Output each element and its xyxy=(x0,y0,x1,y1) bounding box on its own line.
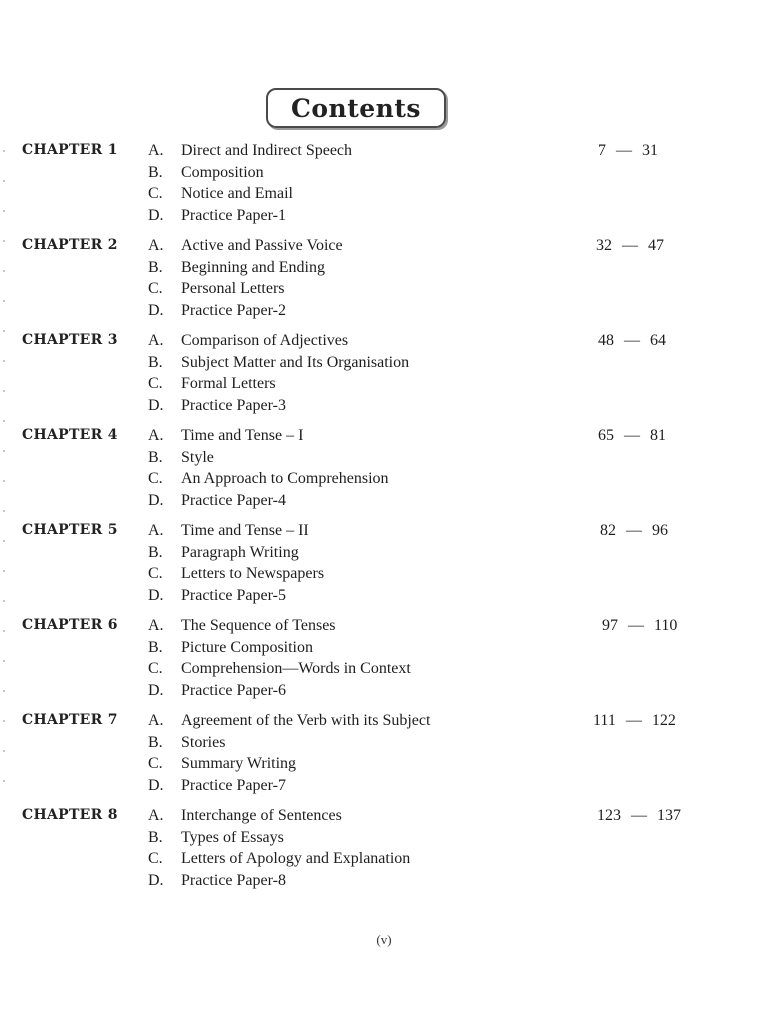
topic-title: Stories xyxy=(181,733,226,751)
page-range xyxy=(602,615,732,637)
page-start: 65 xyxy=(598,427,614,444)
topic-letter: D. xyxy=(148,681,164,699)
topic-letter: C. xyxy=(148,565,163,582)
chapter-entry xyxy=(0,330,768,425)
topic-title: Interchange of Sentences xyxy=(181,807,342,824)
topic-item xyxy=(148,563,324,585)
topic-title: Types of Essays xyxy=(181,828,284,846)
topic-title: Notice and Email xyxy=(181,185,293,202)
topic-title: Paragraph Writing xyxy=(181,543,299,561)
topic-letter: B. xyxy=(148,163,163,181)
topic-letter: D. xyxy=(148,871,164,889)
page-range-dash: — xyxy=(624,427,640,444)
topic-letter: D. xyxy=(148,301,164,319)
topic-title: Time and Tense – I xyxy=(181,427,304,444)
page-range xyxy=(598,330,728,352)
topic-letter: A. xyxy=(148,617,164,634)
chapter-entry xyxy=(0,235,768,330)
topic-letter: C. xyxy=(148,850,163,867)
page-start: 111 xyxy=(593,712,616,729)
page-start: 32 xyxy=(596,237,612,254)
topic-title: Letters of Apology and Explanation xyxy=(181,850,411,867)
chapter-topic-list xyxy=(148,425,389,511)
topic-title: Comprehension—Words in Context xyxy=(181,660,411,677)
topic-letter: B. xyxy=(148,353,163,371)
topic-item xyxy=(148,447,389,469)
topic-item xyxy=(148,468,389,490)
page-end: 137 xyxy=(657,807,681,824)
topic-letter: D. xyxy=(148,776,164,794)
topic-letter: C. xyxy=(148,185,163,202)
topic-item xyxy=(148,352,409,374)
topic-title: Practice Paper-8 xyxy=(181,871,286,889)
topic-item xyxy=(148,775,430,797)
topic-title: Composition xyxy=(181,163,264,181)
page-range-dash: — xyxy=(624,332,640,349)
page-start: 48 xyxy=(598,332,614,349)
topic-item xyxy=(148,658,411,680)
topic-title: Style xyxy=(181,448,214,466)
topic-title: Agreement of the Verb with its Subject xyxy=(181,712,431,729)
topic-letter: C. xyxy=(148,660,163,677)
chapter-entry xyxy=(0,520,768,615)
topic-item xyxy=(148,805,410,827)
page-end: 122 xyxy=(651,712,676,729)
page-end: 31 xyxy=(642,142,658,159)
topic-letter: C. xyxy=(148,470,163,487)
page-end: 110 xyxy=(654,617,678,634)
topic-item xyxy=(148,278,343,300)
topic-item xyxy=(148,732,430,754)
chapter-label: CHAPTER 1 xyxy=(22,142,118,158)
topic-item xyxy=(148,300,343,322)
topic-item xyxy=(148,205,352,227)
chapter-label: CHAPTER 5 xyxy=(22,522,118,538)
topic-title: Summary Writing xyxy=(181,755,297,772)
topic-letter: B. xyxy=(148,543,163,561)
topic-letter: D. xyxy=(148,491,164,509)
chapter-label: CHAPTER 2 xyxy=(22,237,118,253)
topic-item xyxy=(148,753,430,775)
topic-item xyxy=(148,680,411,702)
chapter-label: CHAPTER 3 xyxy=(22,332,118,348)
chapter-label: CHAPTER 6 xyxy=(22,617,118,633)
chapter-entry xyxy=(0,140,768,235)
topic-title: An Approach to Comprehension xyxy=(181,470,389,487)
page-range-dash: — xyxy=(631,807,647,824)
topic-letter: C. xyxy=(148,280,163,297)
topic-item xyxy=(148,235,343,257)
topic-item xyxy=(148,373,409,395)
page-range-dash: — xyxy=(628,617,644,634)
page-start: 97 xyxy=(602,617,618,634)
contents-title-box xyxy=(266,88,446,128)
topic-item xyxy=(148,183,352,205)
topic-title: Practice Paper-7 xyxy=(181,776,286,794)
page-range-dash: — xyxy=(616,142,632,159)
topic-letter: B. xyxy=(148,828,163,846)
page-end: 81 xyxy=(650,427,666,444)
topic-letter: B. xyxy=(148,448,163,466)
chapter-label: CHAPTER 4 xyxy=(22,427,118,443)
topic-title: Practice Paper-2 xyxy=(181,301,286,319)
topic-item xyxy=(148,162,352,184)
page-start: 82 xyxy=(600,522,616,539)
page-range xyxy=(598,140,728,162)
topic-letter: A. xyxy=(148,237,164,254)
topic-letter: A. xyxy=(148,332,164,349)
topic-title: Active and Passive Voice xyxy=(181,237,343,254)
topic-letter: C. xyxy=(148,755,163,772)
topic-item xyxy=(148,870,410,892)
page-number: (v) xyxy=(376,932,392,947)
topic-title: Personal Letters xyxy=(181,280,285,297)
topic-title: Comparison of Adjectives xyxy=(181,332,349,349)
topic-letter: A. xyxy=(148,807,164,824)
page-title: Contents xyxy=(290,93,421,123)
page-range xyxy=(600,520,730,542)
chapter-entry xyxy=(0,805,768,900)
page-range-dash: — xyxy=(622,237,638,254)
topic-item xyxy=(148,257,343,279)
topic-title: Practice Paper-1 xyxy=(181,206,286,224)
topic-item xyxy=(148,490,389,512)
topic-letter: B. xyxy=(148,258,163,276)
chapter-label: CHAPTER 8 xyxy=(22,807,118,823)
topic-title: The Sequence of Tenses xyxy=(181,617,336,634)
chapter-list xyxy=(0,140,768,900)
chapter-topic-list xyxy=(148,805,410,891)
topic-letter: D. xyxy=(148,586,164,604)
topic-item xyxy=(148,395,409,417)
topic-letter: B. xyxy=(148,733,163,751)
chapter-topic-list xyxy=(148,710,430,796)
topic-letter: A. xyxy=(148,427,164,444)
page-end: 64 xyxy=(650,332,666,349)
chapter-topic-list xyxy=(148,615,411,701)
topic-title: Beginning and Ending xyxy=(181,258,325,276)
chapter-topic-list xyxy=(148,140,352,226)
topic-item xyxy=(148,520,324,542)
page-range xyxy=(598,425,728,447)
topic-title: Practice Paper-4 xyxy=(181,491,286,509)
topic-title: Direct and Indirect Speech xyxy=(181,142,353,159)
topic-letter: C. xyxy=(148,375,163,392)
topic-item xyxy=(148,585,324,607)
topic-title: Letters to Newspapers xyxy=(181,565,325,582)
page-start: 7 xyxy=(598,142,606,159)
topic-letter: D. xyxy=(148,206,164,224)
topic-letter: D. xyxy=(148,396,164,414)
topic-title: Picture Composition xyxy=(181,638,313,656)
topic-title: Formal Letters xyxy=(181,375,276,392)
topic-item xyxy=(148,330,409,352)
chapter-topic-list xyxy=(148,330,409,416)
page-range xyxy=(593,710,723,732)
topic-title: Practice Paper-3 xyxy=(181,396,286,414)
topic-item xyxy=(148,710,430,732)
topic-title: Practice Paper-5 xyxy=(181,586,286,604)
chapter-entry xyxy=(0,425,768,520)
page-range-dash: — xyxy=(626,522,642,539)
chapter-entry xyxy=(0,615,768,710)
topic-item xyxy=(148,425,389,447)
topic-title: Practice Paper-6 xyxy=(181,681,286,699)
chapter-topic-list xyxy=(148,235,343,321)
topic-title: Subject Matter and Its Organisation xyxy=(181,353,410,371)
page-end: 96 xyxy=(652,522,668,539)
chapter-label: CHAPTER 7 xyxy=(22,712,118,728)
topic-item xyxy=(148,140,352,162)
page-range-dash: — xyxy=(625,712,642,729)
topic-letter: B. xyxy=(148,638,163,656)
page-start: 123 xyxy=(597,807,621,824)
chapter-topic-list xyxy=(148,520,324,606)
topic-letter: A. xyxy=(148,712,164,729)
topic-item xyxy=(148,615,411,637)
topic-item xyxy=(148,637,411,659)
chapter-entry xyxy=(0,710,768,805)
page-range xyxy=(596,235,726,257)
page-end: 47 xyxy=(648,237,664,254)
topic-letter: A. xyxy=(148,142,164,159)
topic-title: Time and Tense – II xyxy=(181,522,309,539)
topic-letter: A. xyxy=(148,522,164,539)
topic-item xyxy=(148,827,410,849)
page-range xyxy=(597,805,727,827)
topic-item xyxy=(148,542,324,564)
topic-item xyxy=(148,848,410,870)
